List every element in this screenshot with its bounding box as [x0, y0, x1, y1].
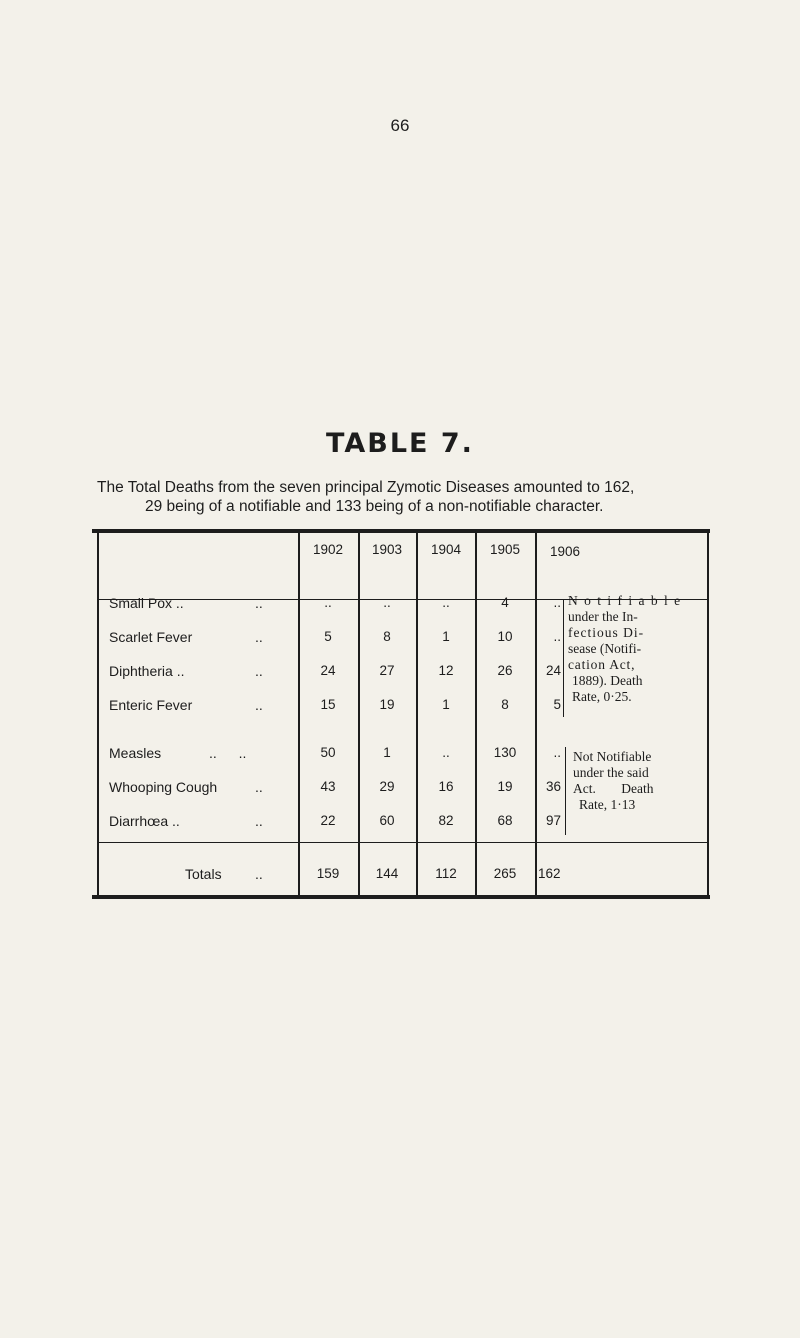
- value-cell: 68: [497, 813, 513, 828]
- total-cell: 112: [435, 866, 457, 881]
- table-border-right: [707, 533, 709, 895]
- value-cell: ..: [553, 595, 561, 610]
- column-divider: [298, 533, 300, 895]
- total-cell: 159: [316, 866, 340, 881]
- note-line: fectious Di-: [568, 625, 645, 640]
- non-notifiable-note: [573, 749, 705, 813]
- value-cell: 50: [320, 745, 336, 760]
- intro-paragraph: [60, 478, 740, 516]
- column-divider: [475, 533, 477, 895]
- leader-dots: ..: [255, 813, 263, 829]
- non-notifiable-brace: [565, 747, 566, 835]
- value-cell: 29: [379, 779, 395, 794]
- deaths-table: [97, 533, 708, 895]
- table-bottom-rule: [92, 895, 710, 899]
- leader-dots: ..: [255, 663, 263, 679]
- disease-label: Whooping Cough: [109, 779, 218, 795]
- value-cell: 1: [442, 629, 450, 644]
- value-cell: 5: [324, 629, 332, 644]
- note-line: N o t i f i a b l e: [568, 593, 682, 608]
- value-cell: ..: [553, 629, 561, 644]
- year-header-1906: 1906: [549, 544, 581, 559]
- notifiable-brace: [563, 599, 564, 717]
- note-line: Rate, 1·13: [579, 797, 636, 812]
- note-line: Rate, 0·25.: [572, 689, 632, 704]
- totals-label: Totals: [185, 866, 222, 882]
- value-cell: ..: [553, 745, 561, 760]
- disease-label: Measles: [109, 745, 162, 761]
- value-cell: 22: [320, 813, 336, 828]
- value-cell: 15: [320, 697, 336, 712]
- value-cell: 12: [438, 663, 454, 678]
- value-cell: 24: [320, 663, 336, 678]
- year-header-1902: 1902: [312, 542, 344, 557]
- value-cell: 36: [545, 779, 561, 794]
- value-cell: 8: [383, 629, 391, 644]
- value-cell: ..: [442, 595, 450, 610]
- note-line: under the In-: [568, 609, 638, 624]
- note-line: 1889). Death: [572, 673, 643, 688]
- value-cell: 1: [383, 745, 391, 760]
- page-number: 66: [390, 116, 410, 135]
- value-cell: 4: [501, 595, 509, 610]
- value-cell: 43: [320, 779, 336, 794]
- value-cell: 10: [497, 629, 513, 644]
- note-line: sease (Notifi-: [568, 641, 642, 656]
- value-cell: 130: [493, 745, 517, 760]
- intro-line-1: The Total Deaths from the seven principal Zymotic Diseases amounted to 162,: [97, 479, 635, 496]
- value-cell: 16: [438, 779, 454, 794]
- year-header-1903: 1903: [371, 542, 403, 557]
- disease-label: Diphtheria ..: [109, 663, 185, 679]
- value-cell: 82: [438, 813, 454, 828]
- value-cell: 8: [501, 697, 509, 712]
- column-divider: [358, 533, 360, 895]
- leader-dots: ..: [255, 697, 263, 713]
- value-cell: 19: [379, 697, 395, 712]
- note-line: Act. Death: [573, 781, 654, 796]
- disease-label: Small Pox ..: [109, 595, 184, 611]
- notifiable-note: [568, 593, 706, 705]
- value-cell: 19: [497, 779, 513, 794]
- value-cell: ..: [324, 595, 332, 610]
- disease-label: Scarlet Fever: [109, 629, 193, 645]
- value-cell: 27: [379, 663, 395, 678]
- note-line: Not Notifiable: [573, 749, 652, 764]
- intro-line-2: 29 being of a notifiable and 133 being of a non-notifiable character.: [145, 498, 604, 515]
- disease-label: Enteric Fever: [109, 697, 193, 713]
- column-divider: [535, 533, 537, 895]
- value-cell: 97: [545, 813, 561, 828]
- value-cell: ..: [383, 595, 391, 610]
- year-header-1904: 1904: [430, 542, 462, 557]
- value-cell: 24: [545, 663, 561, 678]
- note-line: under the said: [573, 765, 649, 780]
- total-cell: 265: [493, 866, 517, 881]
- table-border-left: [97, 533, 99, 895]
- value-cell: 1: [442, 697, 450, 712]
- value-cell: ..: [442, 745, 450, 760]
- disease-label: Diarrhœa ..: [109, 813, 180, 829]
- value-cell: 60: [379, 813, 395, 828]
- year-header-1905: 1905: [489, 542, 521, 557]
- note-line: cation Act,: [568, 657, 636, 672]
- column-divider: [416, 533, 418, 895]
- leader-dots: ..: [255, 629, 263, 645]
- leader-dots: ..: [255, 866, 263, 882]
- leader-dots: ..: [255, 595, 263, 611]
- total-cell: 144: [375, 866, 399, 881]
- totals-divider: [97, 842, 708, 843]
- total-cell: 162: [538, 866, 561, 881]
- leader-dots: ..: [255, 779, 263, 795]
- value-cell: 26: [497, 663, 513, 678]
- table-title: TABLE 7.: [326, 428, 474, 459]
- value-cell: 5: [553, 697, 561, 712]
- leader-dots: .. ..: [209, 745, 247, 761]
